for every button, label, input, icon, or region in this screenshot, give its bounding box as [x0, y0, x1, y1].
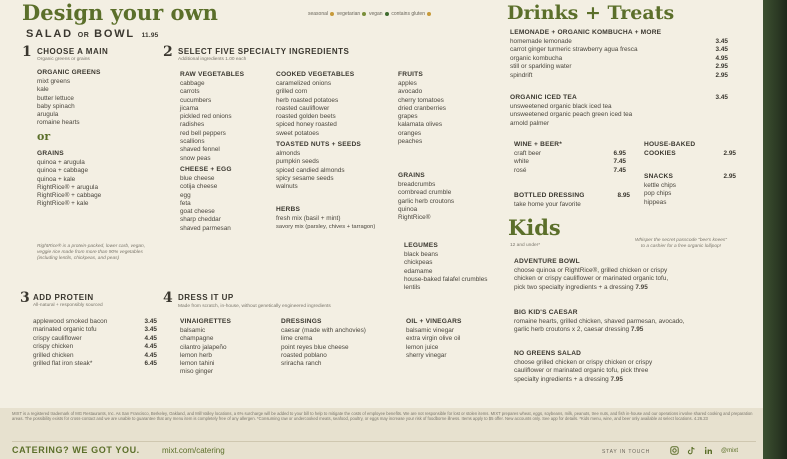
nuts-list — [276, 150, 345, 191]
step-1-note: Organic greens or grains — [37, 57, 90, 62]
table-row — [514, 150, 626, 158]
list-item: herb roasted potatoes — [276, 96, 339, 104]
list-item: quinoa — [398, 205, 418, 213]
herbs-heading: HERBS — [276, 206, 301, 213]
list-item: dried cranberries — [398, 104, 446, 112]
list-item: RightRice® — [398, 214, 431, 222]
caesar-price: 7.95 — [630, 326, 644, 334]
list-item: avocado — [398, 88, 423, 96]
table-row — [33, 326, 157, 334]
list-item: blue cheese — [180, 175, 215, 182]
table-row — [514, 158, 626, 166]
grains2-list — [398, 181, 454, 222]
protein-price: 3.45 — [144, 318, 157, 325]
drink-price: 3.45 — [715, 38, 728, 45]
table-row — [33, 335, 157, 343]
cookies-label: COOKIES — [644, 150, 676, 157]
fruits-list — [398, 80, 446, 146]
list-item: shaved parmesan — [180, 224, 231, 232]
list-item: balsamic — [180, 327, 206, 334]
caesar-desc — [514, 318, 685, 335]
caesar-heading: BIG KID'S CAESAR — [514, 309, 578, 316]
list-item: baby spinach — [37, 102, 75, 110]
list-item: cornbread crumble — [398, 189, 452, 197]
desc-text: pick two specialty ingredients + a dressing — [514, 283, 634, 291]
list-item: kettle chips — [644, 182, 676, 189]
order-type — [26, 28, 159, 40]
legumes-list — [404, 251, 487, 292]
vegan-icon — [385, 12, 389, 16]
wine-heading: WINE + BEER* — [514, 141, 563, 148]
drink-name: still or sparkling water — [510, 63, 572, 71]
list-item: caesar (made with anchovies) — [281, 327, 366, 334]
bottled-row — [514, 192, 630, 199]
protein-name: crispy chicken — [33, 343, 74, 351]
greens-list — [37, 78, 80, 128]
protein-name: grilled flat iron steak* — [33, 360, 93, 368]
list-item: sharp cheddar — [180, 216, 221, 224]
cookies-heading: HOUSE-BAKED — [644, 141, 696, 148]
drink-name: craft beer — [514, 150, 541, 157]
step-2-title: SELECT FIVE SPECIALTY INGREDIENTS — [178, 47, 350, 56]
desc-line: romaine hearts, grilled chicken, shaved parmesan, avocado, — [514, 318, 685, 325]
vinaigrettes-list — [180, 327, 227, 377]
no-greens-heading: NO GREENS SALAD — [514, 350, 582, 357]
snacks-row — [644, 173, 736, 180]
snacks-list — [644, 182, 676, 207]
oil-list — [406, 327, 460, 360]
social-handle[interactable]: @mixt — [721, 447, 739, 454]
iced-tea-heading: ORGANIC ICED TEA — [510, 94, 577, 101]
list-item: red bell peppers — [180, 129, 226, 137]
table-row — [510, 38, 728, 46]
rightrice-footnote: RightRice® is a protein-packed, lower carb, vegan, veggie rice made from more than 90% vegetables (including lentils, chickpeas, and peas) — [37, 244, 146, 261]
raw-veg-list — [180, 80, 232, 163]
snacks-price: 2.95 — [723, 173, 736, 180]
list-item: feta — [180, 199, 191, 207]
base-price: 11.95 — [141, 32, 159, 39]
list-item: RightRice® + arugula — [37, 183, 99, 191]
dressings-list — [281, 327, 366, 368]
greens-heading: ORGANIC GREENS — [37, 69, 101, 76]
list-item: unsweetened organic black iced tea — [510, 103, 612, 110]
list-item: extra virgin olive oil — [406, 335, 461, 343]
drink-name: homemade lemonade — [510, 38, 572, 45]
list-item: quinoa + cabbage — [37, 167, 88, 175]
protein-price: 4.45 — [144, 351, 157, 359]
cooked-veg-heading: COOKED VEGETABLES — [276, 71, 355, 78]
list-item: scallions — [180, 138, 205, 146]
list-item: mixt greens — [37, 78, 71, 85]
list-item: walnuts — [276, 183, 298, 191]
desc-text: specialty ingredients + a dressing — [514, 375, 609, 383]
cookies-price: 2.95 — [723, 150, 736, 157]
no-greens-desc — [514, 359, 652, 384]
list-item: lime crema — [281, 335, 313, 343]
stay-in-touch: STAY IN TOUCH — [602, 449, 650, 455]
step-3-title: ADD PROTEIN — [33, 293, 94, 302]
list-item: kale — [37, 86, 49, 94]
desc-line: chicken or crispy cauliflower or marinated organic tofu, — [514, 275, 669, 283]
step-4-note: Made from scratch, in-house, without genetically engineered ingredients — [178, 304, 331, 309]
cheese-list — [180, 175, 231, 233]
table-row — [33, 360, 157, 368]
footer-divider — [12, 441, 756, 442]
drink-name: white — [514, 158, 529, 166]
drink-price: 6.95 — [613, 150, 626, 157]
drink-name: carrot ginger turmeric strawberry agua fresca — [510, 46, 638, 54]
instagram-icon[interactable] — [670, 446, 679, 455]
list-item: grilled corn — [276, 88, 308, 96]
or-divider: or — [37, 130, 51, 143]
protein-price: 3.45 — [144, 326, 157, 334]
legal-text: MIXT is a registered trademark of MG Restaurants, Inc. As San Francisco, Berkeley, Oakland, and Mill Valley locations, a 6% surcharge will be added to your bill to help to mitigate the costs of employee benefits. We are not responsible for lost or stolen items. MIXT prepares wheat, eggs, soybeans, milk, peanuts, tree nuts, and fish in-house and our operations involve shared cooking and preparation areas. The possibility exists for cross-contact and we are unable to guarantee that any menu item is completely free of any allergen. *Consuming raw or undercooked meats, seafood, poultry, or eggs may increase your risk of foodborne illness. Items apply to $5 offer. New accounts only. See app for details. *Kids menu, wine, and beer only available at select locations. 4.26.23 — [12, 411, 753, 422]
list-item: arnold palmer — [510, 119, 550, 127]
grains-heading: GRAINS — [37, 150, 64, 157]
table-row — [514, 167, 626, 175]
table-row — [510, 63, 728, 71]
cooked-veg-list — [276, 80, 338, 138]
nuts-heading: TOASTED NUTS + SEEDS — [276, 141, 362, 148]
catering-cta: CATERING? WE GOT YOU. — [12, 445, 140, 455]
vegetarian-icon — [362, 12, 366, 16]
list-item: sriracha ranch — [281, 360, 322, 368]
vinaigrettes-heading: VINAIGRETTES — [180, 318, 232, 325]
list-item: point reyes blue cheese — [281, 343, 349, 351]
kids-secret-note: Whisper the secret passcode "bee's knees" to a cashier for a free organic lollipop! — [634, 238, 728, 249]
protein-name: applewood smoked bacon — [33, 318, 108, 325]
protein-price: 4.45 — [144, 343, 157, 351]
drink-price: 7.45 — [613, 166, 626, 174]
cookies-row — [644, 150, 736, 157]
lemonade-list — [510, 38, 728, 80]
table-row — [510, 46, 728, 54]
list-item: cilantro jalapeño — [180, 343, 227, 351]
drink-name: rosé — [514, 166, 527, 174]
table-row — [510, 55, 728, 63]
list-item: pickled red onions — [180, 113, 232, 121]
list-item: shaved fennel — [180, 146, 220, 154]
list-item: miso ginger — [180, 368, 214, 376]
iced-tea-header — [510, 94, 728, 101]
list-item: lentils — [404, 284, 421, 292]
tiktok-icon[interactable] — [687, 446, 696, 455]
list-item: roasted poblano — [281, 351, 327, 359]
desc-line — [514, 284, 668, 292]
list-item: fresh mix (basil + mint) — [276, 215, 341, 222]
drink-name: spindrift — [510, 71, 533, 79]
desc-line: choose quinoa or RightRice®, grilled chicken or crispy — [514, 267, 668, 274]
iced-tea-price: 3.45 — [715, 94, 728, 101]
background-edge — [763, 0, 787, 459]
list-item: savory mix (parsley, chives + tarragon) — [276, 224, 376, 231]
list-item: apples — [398, 80, 417, 87]
list-item: cotija cheese — [180, 183, 218, 191]
snacks-heading: SNACKS — [644, 173, 674, 180]
adventure-desc — [514, 267, 668, 292]
legumes-heading: LEGUMES — [404, 242, 439, 249]
list-item: caramelized onions — [276, 80, 332, 87]
list-item: roasted golden beets — [276, 113, 336, 121]
drink-price: 2.95 — [715, 63, 728, 71]
list-item: unsweetened organic peach green iced tea — [510, 111, 633, 119]
seasonal-icon — [330, 12, 334, 16]
step-1-number: 1 — [22, 44, 32, 60]
list-item: cucumbers — [180, 96, 212, 104]
drink-price: 7.45 — [613, 158, 626, 166]
list-item: quinoa + kale — [37, 175, 76, 183]
list-item: garlic herb croutons — [398, 197, 455, 205]
drink-price: 3.45 — [715, 46, 728, 54]
protein-price: 4.45 — [144, 334, 157, 342]
drinks-title: Drinks + Treats — [507, 2, 675, 24]
list-item: lemon tahini — [180, 360, 215, 368]
protein-name: marinated organic tofu — [33, 326, 97, 334]
list-item: goat cheese — [180, 208, 215, 216]
list-item: romaine hearts — [37, 119, 80, 127]
adventure-price: 7.95 — [635, 283, 648, 291]
list-item: kalamata olives — [398, 121, 443, 129]
oil-heading: OIL + VINEGARS — [406, 318, 462, 325]
list-item: grapes — [398, 113, 418, 121]
table-row — [33, 343, 157, 351]
protein-list — [33, 318, 157, 368]
bottled-heading: BOTTLED DRESSING — [514, 192, 585, 199]
list-item: arugula — [37, 111, 59, 119]
order-type-salad: SALAD — [26, 28, 73, 40]
list-item: RightRice® + kale — [37, 200, 89, 208]
raw-veg-heading: RAW VEGETABLES — [180, 71, 245, 78]
list-item: hippeas — [644, 198, 667, 206]
catering-link[interactable]: mixt.com/catering — [162, 446, 225, 455]
list-item: snow peas — [180, 154, 211, 162]
list-item: edamame — [404, 267, 433, 275]
desc-line: cauliflower or marinated organic tofu, pick three — [514, 367, 649, 375]
list-item: balsamic vinegar — [406, 327, 454, 334]
list-item: carrots — [180, 88, 200, 96]
list-item: radishes — [180, 121, 205, 129]
step-1-title: CHOOSE A MAIN — [37, 47, 109, 56]
gluten-icon — [427, 12, 431, 16]
drink-name: organic kombucha — [510, 54, 563, 62]
list-item: breadcrumbs — [398, 181, 436, 188]
bottled-price: 8.95 — [617, 192, 630, 199]
legend-vegetarian: vegetarian — [336, 11, 361, 17]
step-4-title: DRESS IT UP — [178, 293, 234, 302]
bottled-desc: take home your favorite — [514, 201, 581, 208]
list-item: almonds — [276, 150, 301, 157]
drink-price: 4.95 — [715, 54, 728, 62]
herbs-list — [276, 215, 375, 232]
order-type-bowl: BOWL — [94, 28, 135, 40]
protein-price: 6.45 — [144, 360, 157, 368]
list-item: egg — [180, 191, 191, 199]
table-row — [33, 318, 157, 326]
list-item: jicama — [180, 104, 199, 112]
list-item: spiced candied almonds — [276, 166, 345, 174]
adventure-heading: ADVENTURE BOWL — [514, 258, 580, 265]
no-greens-price: 7.95 — [610, 375, 623, 383]
list-item: champagne — [180, 335, 214, 343]
list-item: pumpkin seeds — [276, 158, 319, 166]
desc-line — [514, 326, 685, 334]
legend-gluten: contains gluten — [391, 11, 425, 17]
diet-legend — [308, 11, 431, 17]
legend-vegan: vegan — [368, 11, 383, 17]
lemonade-heading: LEMONADE + ORGANIC KOMBUCHA + MORE — [510, 29, 662, 36]
dressings-heading: DRESSINGS — [281, 318, 322, 325]
list-item: roasted cauliflower — [276, 104, 330, 112]
grains2-heading: GRAINS — [398, 172, 425, 179]
step-2-number: 2 — [163, 44, 173, 60]
step-2-note: Additional ingredients 1.00 each — [178, 57, 247, 62]
list-item: chickpeas — [404, 259, 433, 267]
footer — [0, 408, 763, 459]
desc-line: choose grilled chicken or crispy chicken or crispy — [514, 359, 653, 366]
kids-title: Kids — [508, 215, 561, 240]
list-item: spiced honey roasted — [276, 121, 337, 129]
step-3-number: 3 — [20, 290, 30, 306]
list-item: lemon juice — [406, 343, 439, 351]
order-type-or: OR — [77, 32, 90, 39]
list-item: peaches — [398, 138, 423, 146]
table-row — [33, 352, 157, 360]
list-item: spicy sesame seeds — [276, 174, 334, 182]
list-item: black beans — [404, 251, 439, 258]
list-item: cabbage — [180, 80, 205, 87]
list-item: house-baked falafel crumbles — [404, 275, 488, 283]
desc-line — [514, 376, 652, 384]
social-icons — [670, 446, 738, 455]
table-row — [510, 72, 728, 80]
drink-price: 2.95 — [715, 71, 728, 79]
iced-tea-list — [510, 103, 632, 128]
linkedin-icon[interactable] — [704, 446, 713, 455]
list-item: sherry vinegar — [406, 351, 447, 359]
desc-text: garlic herb croutons x 2, caesar dressing — [514, 326, 630, 334]
cheese-heading: CHEESE + EGG — [180, 166, 232, 173]
protein-name: crispy cauliflower — [33, 334, 82, 342]
step-3-note: All-natural + responsibly sourced — [33, 303, 103, 308]
list-item: RightRice® + cabbage — [37, 192, 102, 200]
list-item: oranges — [398, 129, 422, 137]
list-item: pop chips — [644, 190, 672, 198]
fruits-heading: FRUITS — [398, 71, 424, 78]
list-item: butter lettuce — [37, 94, 74, 102]
list-item: cherry tomatoes — [398, 96, 444, 104]
wine-list — [514, 150, 626, 175]
kids-note: 12 and under* — [510, 243, 541, 248]
grains-list — [37, 159, 101, 209]
legend-seasonal: seasonal — [308, 11, 329, 17]
step-4-number: 4 — [163, 290, 173, 306]
list-item: quinoa + arugula — [37, 159, 85, 166]
list-item: lemon herb — [180, 351, 212, 359]
list-item: sweet potatoes — [276, 129, 319, 137]
page-title: Design your own — [22, 0, 218, 25]
protein-name: grilled chicken — [33, 351, 74, 359]
